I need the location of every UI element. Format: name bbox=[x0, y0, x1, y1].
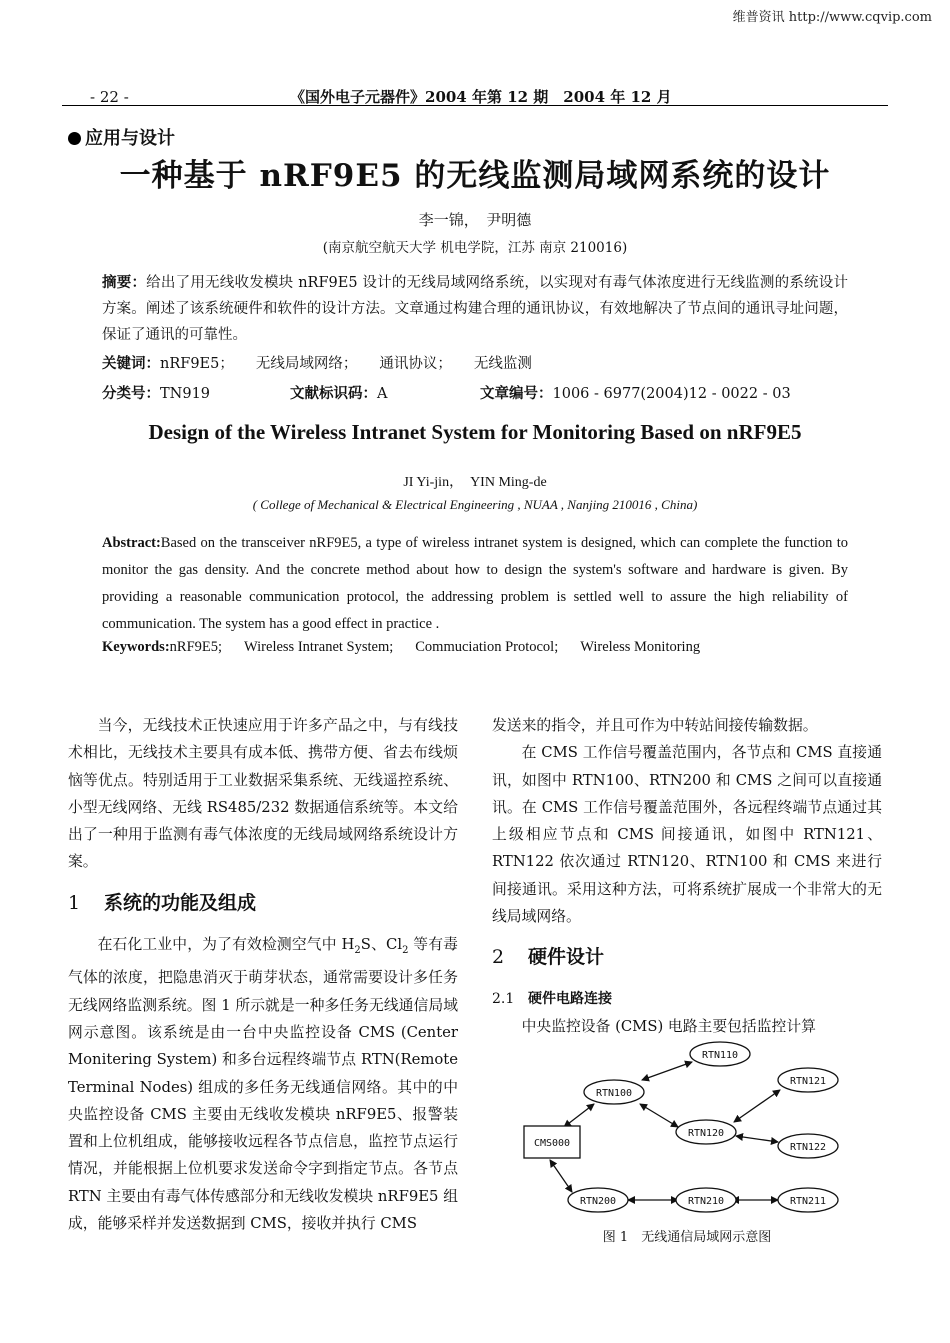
keyword-en: Wireless Intranet System; bbox=[244, 639, 394, 655]
link-cms-rtn100 bbox=[564, 1104, 594, 1127]
keywords-en-label: Keywords: bbox=[102, 639, 170, 655]
classification-row bbox=[102, 382, 848, 403]
paragraph-continued: 发送来的指令，并且可作为中转站间接传输数据。 bbox=[492, 717, 818, 734]
para-text: 在石化工业中，为了有效检测空气中 H bbox=[97, 936, 355, 954]
authors-en: JI Yi-jin， YIN Ming-de bbox=[403, 475, 547, 490]
figure-caption: 图 1 无线通信局域网示意图 bbox=[602, 1230, 772, 1245]
section-2-1-title: 硬件电路连接 bbox=[528, 990, 612, 1007]
abstract-en bbox=[102, 530, 848, 638]
affiliation-en: ( College of Mechanical & Electrical Engineering , NUAA , Nanjing 210016 , China) bbox=[252, 497, 698, 512]
node-label-rtn211: RTN211 bbox=[789, 1196, 827, 1207]
link-rtn120-rtn121 bbox=[734, 1090, 780, 1122]
doc-code-field bbox=[290, 382, 387, 403]
clc-field bbox=[102, 386, 210, 402]
subscript: 2 bbox=[402, 945, 409, 957]
node-label-rtn100: RTN100 bbox=[595, 1088, 633, 1099]
intro-paragraph: 当今，无线技术正快速应用于许多产品之中，与有线技术相比，无线技术主要具有成本低、携带方便、省去布线烦恼等优点。特别适用于工业数据采集系统、无线遥控系统、小型无线网络、无线 RS485/232 数据通信系统等。本文给出了一种用于监测有毒气体浓度的无线局域网络系统设计方案。 bbox=[68, 717, 458, 871]
link-rtn120-rtn122 bbox=[736, 1136, 778, 1142]
keyword-cn: 无线局域网络； bbox=[255, 356, 358, 372]
affiliation-cn: (南京航空航天大学 机电学院，江苏 南京 210016) bbox=[322, 240, 628, 256]
para-text: S、Cl bbox=[360, 936, 403, 954]
section-tag bbox=[68, 124, 175, 150]
authors-cn: 李一锦， 尹明德 bbox=[418, 211, 532, 229]
keywords-en bbox=[102, 639, 722, 656]
keyword-en: nRF9E5; bbox=[169, 639, 223, 655]
paragraph: 中央监控设备 (CMS) 电路主要包括监控计算 bbox=[521, 1017, 816, 1035]
node-label-rtn210: RTN210 bbox=[687, 1196, 725, 1207]
abstract-cn bbox=[102, 270, 848, 348]
node-label-rtn121: RTN121 bbox=[789, 1076, 827, 1087]
section-2-number: 2 bbox=[492, 946, 505, 969]
paper-title-cn: 一种基于 nRF9E5 的无线监测局域网系统的设计 bbox=[119, 158, 831, 194]
keywords-cn bbox=[102, 352, 554, 373]
keyword-en: Wireless Monitoring bbox=[580, 639, 701, 655]
doc-code-value: A bbox=[377, 386, 388, 402]
abstract-en-label: Abstract: bbox=[102, 535, 161, 551]
section-tag-label: 应用与设计 bbox=[85, 128, 175, 149]
keyword-cn: 通讯协议； bbox=[379, 356, 452, 372]
section-1-heading bbox=[68, 890, 458, 917]
para-text: 等有毒气体的浓度，把隐患消灭于萌芽状态，通常需要设计多任务无线网络监测系统。图 1 所示就是一种多任务无线通信局域网示意图。该系统是由一台中央监控设备 CMS (Center Monitering System) 和多台远程终端节点 RTN(Remote Terminal Nodes) 组成的多任务无线通信网络。其中的中央监控设备 CMS 主要由无线收发模块 nRF9E5、报警装置和上位机组成，能够接收远程各节点信息，监控节点运行情况，并能根据上位机要求发送命令字到指定节点。各节点 RTN 主要由有毒气体传感部分和无线收发模块 nRF9E5 组成，能够采样并发送数据到 CMS，接收并执行 CMS bbox=[68, 936, 458, 1232]
body-column-left bbox=[68, 712, 458, 1237]
section-1-paragraph bbox=[68, 931, 458, 1237]
node-label-rtn110: RTN110 bbox=[701, 1050, 739, 1061]
node-label-cms000: CMS000 bbox=[533, 1138, 571, 1149]
keyword-en: Commuciation Protocol; bbox=[415, 639, 559, 655]
watermark: 维普资讯 http://www.cqvip.com bbox=[732, 10, 932, 25]
abstract-cn-label: 摘要： bbox=[102, 275, 147, 291]
keywords-cn-label: 关键词： bbox=[102, 356, 160, 372]
subscript: 2 bbox=[354, 945, 361, 957]
section-2-1-number: 2.1 bbox=[492, 990, 515, 1007]
section-1-number: 1 bbox=[68, 891, 81, 914]
journal-header: 《国外电子元器件》2004 年第 12 期 2004 年 12 月 bbox=[290, 88, 672, 106]
link-rtn100-rtn110 bbox=[642, 1062, 692, 1080]
paper-title-en: Design of the Wireless Intranet System for Monitoring Based on nRF9E5 bbox=[148, 420, 802, 444]
abstract-en-text: Based on the transceiver nRF9E5, a type of wireless intranet system is designed, which can complete the function to monitor the gas density. And the concrete method about how to design the system's software and hardware is given. By providing a reasonable communication protocol, the addressing problem is settled well to assure the high reliability of communication. The system has a good effect in practice . bbox=[102, 535, 848, 632]
node-label-rtn200: RTN200 bbox=[579, 1196, 617, 1207]
keyword-cn: nRF9E5； bbox=[160, 356, 234, 372]
article-number-field bbox=[480, 382, 791, 403]
node-label-rtn122: RTN122 bbox=[789, 1142, 827, 1153]
article-number-label: 文章编号： bbox=[480, 386, 553, 402]
abstract-cn-text: 给出了用无线收发模块 nRF9E5 设计的无线局域网络系统，以实现对有毒气体浓度进行无线监测的系统设计方案。阐述了该系统硬件和软件的设计方法。文章通过构建合理的通讯协议，有效地解决了节点间的通讯寻址问题，保证了通讯的可靠性。 bbox=[102, 275, 848, 343]
section-2-heading bbox=[492, 944, 882, 971]
bullet-icon bbox=[68, 132, 81, 145]
network-diagram bbox=[492, 1032, 882, 1232]
section-2-title: 硬件设计 bbox=[528, 946, 605, 969]
clc-value: TN919 bbox=[160, 386, 211, 402]
link-rtn100-rtn120 bbox=[640, 1104, 678, 1127]
section-1-title: 系统的功能及组成 bbox=[104, 891, 257, 914]
body-column-right bbox=[492, 712, 882, 1040]
link-cms-rtn200 bbox=[550, 1160, 572, 1192]
keyword-cn: 无线监测 bbox=[473, 356, 532, 372]
paragraph: 在 CMS 工作信号覆盖范围内，各节点和 CMS 直接通讯，如图中 RTN100、RTN200 和 CMS 之间可以直接通讯。在 CMS 工作信号覆盖范围外，各远程终端节点通过其上级相应节点和 CMS 间接通讯，如图中 RTN121、RTN122 依次通过 RTN120、RTN100 和 CMS 来进行间接通讯。采用这种方法，可将系统扩展成一个非常大的无线局域网络。 bbox=[492, 744, 882, 926]
clc-label: 分类号： bbox=[102, 386, 160, 402]
article-number-value: 1006 - 6977(2004)12 - 0022 - 03 bbox=[552, 386, 791, 402]
section-2-1-heading bbox=[492, 986, 882, 1013]
header-rule bbox=[62, 105, 888, 106]
node-label-rtn120: RTN120 bbox=[687, 1128, 725, 1139]
page-number: - 22 - bbox=[90, 88, 129, 106]
doc-code-label: 文献标识码： bbox=[290, 386, 377, 402]
